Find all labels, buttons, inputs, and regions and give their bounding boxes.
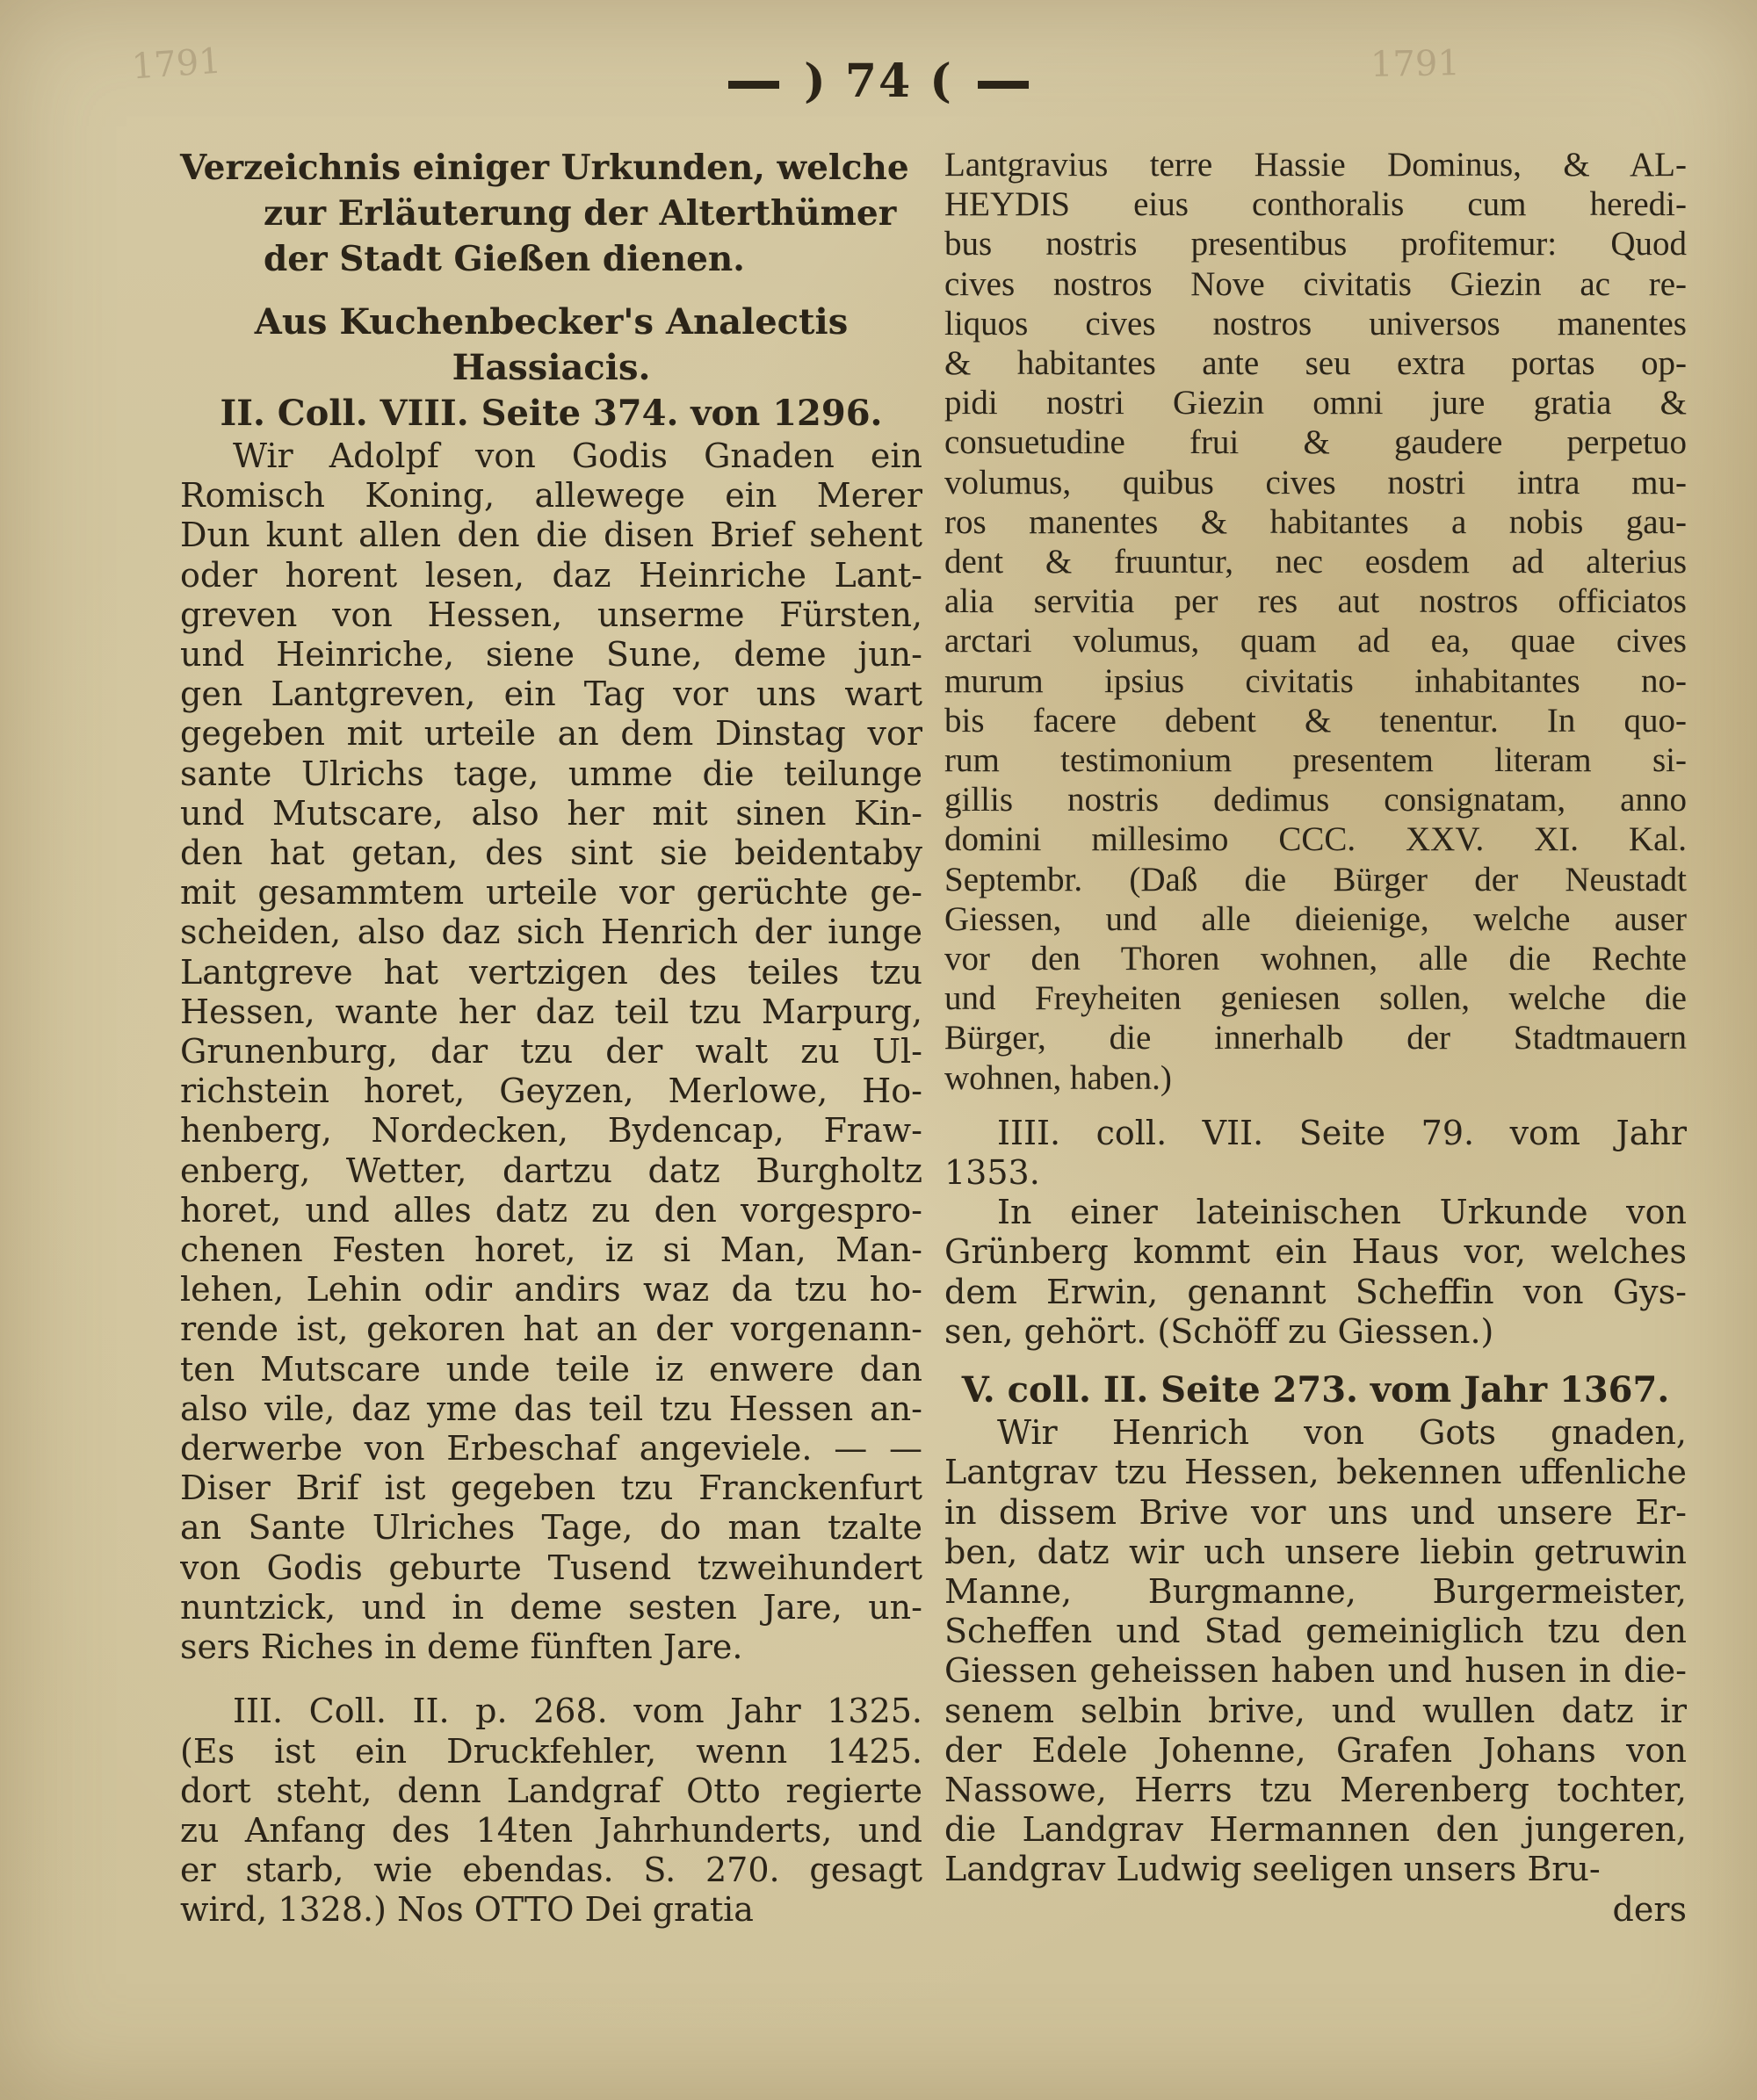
right-column [944, 145, 1687, 1930]
text-line: enberg, Wetter, dartzu datz Burgholtz [180, 1151, 922, 1190]
header-rule-left [728, 81, 779, 89]
text-line: oder horent lesen, daz Heinriche Lant- [180, 555, 922, 595]
text-line: sen, gehört. (Schöff zu Giessen.) [944, 1311, 1494, 1351]
text-line: & habitantes ante seu extra portas op- [944, 344, 1687, 383]
text-line: senem selbin brive, und wullen datz ir [944, 1691, 1687, 1730]
text-line: er starb, wie ebendas. S. 270. gesagt [180, 1851, 922, 1890]
text-line: Scheffen und Stad gemeiniglich tzu den [944, 1612, 1687, 1651]
text-line: chenen Festen horet, iz si Man, Man- [180, 1230, 922, 1270]
text-line: gen Lantgreven, ein Tag vor uns wart [180, 675, 922, 714]
catchword: ders [1612, 1889, 1687, 1929]
text-line: Nassowe, Herrs tzu Merenberg tochter, [944, 1770, 1687, 1809]
text-line: greven von Hessen, unserme Fürsten, [180, 595, 922, 634]
text-line: Wir Adolpf von Godis Gnaden ein [233, 437, 922, 475]
text-line: gillis nostris dedimus consignatam, anno [944, 781, 1687, 819]
text-line: domini millesimo CCC. XXV. XI. Kal. [944, 820, 1687, 859]
text-line: vor den Thoren wohnen, alle die Rechte [944, 940, 1687, 978]
text-line: Wir Henrich von Gots gnaden, [997, 1413, 1687, 1453]
section-ii-text [180, 437, 922, 1667]
section-iii-text [180, 1692, 922, 1930]
text-line: der Edele Johenne, Grafen Johans von [944, 1730, 1687, 1770]
left-column [180, 145, 922, 1930]
text-line: Lantgreve hat vertzigen des teiles tzu [180, 952, 922, 992]
document-title: Verzeichnis einiger Urkunden, welche zur Erläuterung der Alterthümer der Stadt Gießen dienen. [180, 148, 909, 279]
text-line: henberg, Nordecken, Bydencap, Fraw- [180, 1111, 922, 1151]
text-line: IIII. coll. VII. Seite 79. vom Jahr [997, 1113, 1687, 1152]
text-line: Giessen geheissen haben und husen in die- [944, 1651, 1687, 1691]
text-line: derwerbe von Erbeschaf angeviele. — — [180, 1429, 922, 1469]
text-line: bis facere debent & tenentur. In quo- [944, 701, 1687, 740]
text-line: Lantgravius terre Hassie Dominus, & AL- [944, 146, 1687, 184]
text-line: cives nostros Nove civitatis Giezin ac re- [944, 264, 1687, 303]
text-line: dort steht, denn Landgraf Otto regierte [180, 1771, 922, 1810]
text-line: III. Coll. II. p. 268. vom Jahr 1325. [233, 1692, 922, 1731]
text-line: wohnen, haben.) [944, 1058, 1172, 1097]
text-line: nuntzick, und in deme sesten Jare, un- [180, 1587, 922, 1627]
text-line: also vile, daz yme das teil tzu Hessen an- [180, 1389, 922, 1428]
text-line: dent & fruuntur, nec eosdem ad alterius [944, 543, 1687, 581]
text-line: horet, und alles datz zu den vorgespro- [180, 1190, 922, 1230]
text-line: alia servitia per res aut nostros officiatos [944, 582, 1687, 621]
text-line: Lantgrav tzu Hessen, bekennen uffenliche [944, 1453, 1687, 1492]
text-line: 1353. [944, 1153, 1040, 1193]
text-line: Grünberg kommt ein Haus vor, welches [944, 1232, 1687, 1272]
bleed-through-text-left: 1791 [130, 40, 223, 88]
text-line: In einer lateinischen Urkunde von [997, 1193, 1687, 1232]
text-line: Diser Brif ist gegeben tzu Franckenfurt [180, 1469, 922, 1508]
section-heading-ii: II. Coll. VIII. Seite 374. von 1296. [220, 393, 883, 434]
text-line: pidi nostri Giezin omni jure gratia & [944, 384, 1687, 422]
text-line: gegeben mit urteile an dem Dinstag vor [180, 714, 922, 754]
text-line: Dun kunt allen den die disen Brief sehent [180, 516, 922, 555]
text-line: consuetudine frui & gaudere perpetuo [944, 423, 1687, 462]
section-v-text [944, 1413, 1687, 1889]
text-line: liquos cives nostros universos manentes [944, 304, 1687, 343]
text-line: Septembr. (Daß die Bürger der Neustadt [944, 860, 1687, 898]
header-rule-right [978, 81, 1029, 89]
text-line: Manne, Burgmanne, Burgermeister, [944, 1571, 1687, 1611]
text-line: dem Erwin, genannt Scheffin von Gys- [944, 1272, 1687, 1311]
text-line: volumus, quibus cives nostri intra mu- [944, 463, 1687, 502]
text-line: lehen, Lehin odir andirs waz da tzu ho- [180, 1270, 922, 1310]
text-line: sers Riches in deme fünften Jare. [180, 1627, 743, 1667]
section-iii-continued [944, 145, 1687, 1098]
text-line: in dissem Brive vor uns und unsere Er- [944, 1492, 1687, 1532]
text-line: murum ipsius civitatis inhabitantes no- [944, 661, 1687, 700]
text-line: Romisch Koning, allewege ein Merer [180, 476, 922, 516]
text-line: ros manentes & habitantes a nobis gau- [944, 502, 1687, 541]
text-line: Hessen, wante her daz teil tzu Marpurg, [180, 992, 922, 1031]
text-line: Giessen, und alle dieienige, welche auser [944, 899, 1687, 938]
text-line: von Godis geburte Tusend tzweihundert [180, 1548, 922, 1587]
text-line: HEYDIS eius conthoralis cum heredi- [944, 185, 1687, 224]
text-line: den hat getan, des sint sie beidentaby [180, 834, 922, 873]
bleed-through-text-right: 1791 [1370, 43, 1461, 85]
text-line: Grunenburg, dar tzu der walt zu Ul- [180, 1032, 922, 1072]
text-line: bus nostris presentibus profitemur: Quod [944, 225, 1687, 263]
text-line: ten Mutscare unde teile iz enwere dan [180, 1349, 922, 1389]
source-heading: Aus Kuchenbecker's Analectis Hassiacis. [254, 301, 849, 388]
text-line: Bürger, die innerhalb der Stadtmauern [944, 1019, 1687, 1057]
text-line: richstein horet, Geyzen, Merlowe, Ho- [180, 1072, 922, 1111]
text-line: rum testimonium presentem literam si- [944, 741, 1687, 780]
text-line: sante Ulrichs tage, umme die teilunge [180, 754, 922, 793]
text-line: und Freyheiten geniesen sollen, welche die [944, 979, 1687, 1018]
text-line: die Landgrav Hermannen den jungeren, [944, 1810, 1687, 1850]
text-line: scheiden, also daz sich Henrich der iunge [180, 913, 922, 952]
text-line: Landgrav Ludwig seeligen unsers Bru- [944, 1850, 1601, 1889]
text-line: mit gesammtem urteile vor gerüchte ge- [180, 873, 922, 913]
text-line: zu Anfang des 14ten Jahrhunderts, und [180, 1810, 922, 1850]
text-line: (Es ist ein Druckfehler, wenn 1425. [180, 1731, 922, 1771]
text-line: rende ist, gekoren hat an der vorgenann- [180, 1310, 922, 1349]
section-heading-v: V. coll. II. Seite 273. vom Jahr 1367. [961, 1369, 1670, 1411]
page-header [0, 54, 1757, 108]
text-line: arctari volumus, quam ad ea, quae cives [944, 622, 1687, 660]
text-line: und Mutscare, also her mit sinen Kin- [180, 793, 922, 833]
text-line: und Heinriche, siene Sune, deme jun- [180, 635, 922, 675]
text-line: wird, 1328.) Nos OTTO Dei gratia [180, 1890, 754, 1930]
text-line: an Sante Ulriches Tage, do man tzalte [180, 1508, 922, 1548]
section-iiii-text [944, 1114, 1687, 1352]
text-line: ben, datz wir uch unsere liebin getruwin [944, 1532, 1687, 1571]
page-number: ) 74 ( [804, 54, 953, 108]
